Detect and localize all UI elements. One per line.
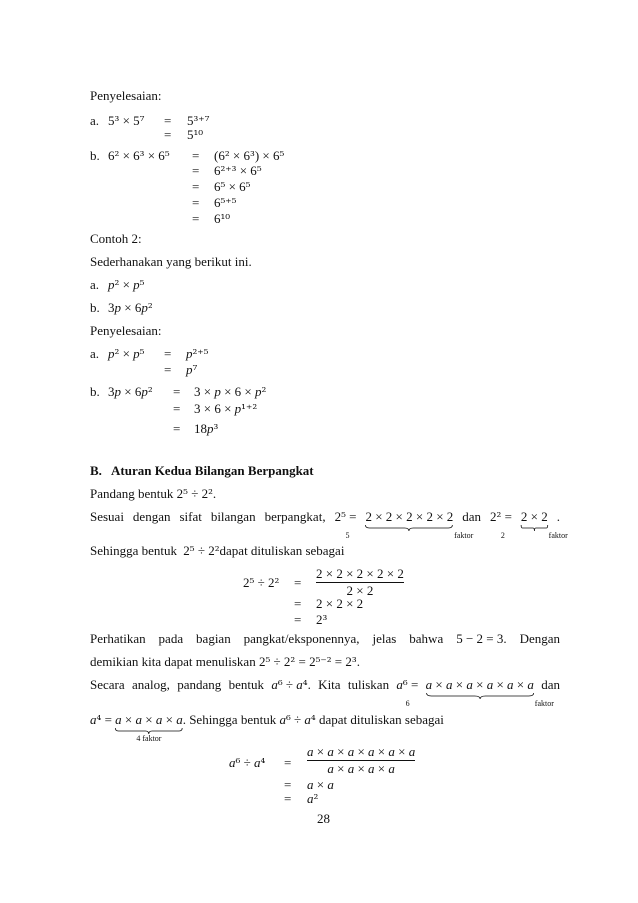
equals-sign: = bbox=[164, 346, 172, 361]
exponent: ¹⁺² bbox=[241, 402, 258, 416]
fraction-denominator: a × a × a × a bbox=[327, 761, 395, 776]
equals-sign: = bbox=[284, 777, 292, 792]
solution-2-item-b-step bbox=[0, 421, 638, 437]
example-2-item-a bbox=[0, 277, 638, 293]
exponent: ² bbox=[313, 792, 319, 806]
repeated-product: a × a × a × a bbox=[115, 712, 183, 727]
observation-line-2 bbox=[90, 654, 360, 670]
equals-sign: = bbox=[164, 113, 172, 128]
period: . bbox=[212, 486, 217, 501]
analogy-text: Secara analog, pandang bentuk bbox=[90, 677, 264, 692]
exponent: ³ bbox=[322, 613, 328, 627]
exponent: ⁵⁺⁵ bbox=[220, 196, 237, 210]
expression: 3p × 6p² bbox=[108, 300, 153, 315]
math-variable: a bbox=[296, 677, 303, 692]
solution-1-item-b bbox=[0, 148, 638, 164]
math-variable: a bbox=[307, 744, 314, 759]
exponent: ² bbox=[214, 544, 220, 558]
math-variable: a bbox=[466, 677, 473, 692]
solution-1-item-b-step bbox=[0, 179, 638, 195]
exponent: ³ bbox=[139, 149, 145, 163]
exponent-equation: 5 − 2 = 3 bbox=[456, 631, 504, 646]
math-variable: a bbox=[271, 677, 278, 692]
math-variable: p bbox=[114, 300, 121, 315]
exponent: ⁷ bbox=[192, 363, 198, 377]
exponent: ⁴ bbox=[96, 713, 102, 727]
equals-sign: = bbox=[284, 755, 292, 770]
expression-lhs: a⁶ ÷ a⁴ bbox=[229, 755, 266, 770]
math-variable: a bbox=[347, 744, 355, 759]
solution-2-item-b bbox=[0, 384, 638, 400]
exponent: ² bbox=[274, 576, 280, 590]
observation-text: demikian kita dapat menuliskan bbox=[90, 654, 256, 669]
exponent: ⁵ bbox=[164, 149, 170, 163]
exponent: ⁶ bbox=[235, 756, 241, 770]
solution-2-heading: Penyelesaian: bbox=[90, 323, 162, 338]
math-variable: p bbox=[214, 384, 221, 399]
item-label: a. bbox=[90, 277, 100, 292]
section-b-heading bbox=[0, 463, 638, 479]
fraction-numerator: 2 × 2 × 2 × 2 × 2 bbox=[316, 566, 404, 581]
fraction bbox=[312, 566, 408, 599]
math-variable: a bbox=[135, 712, 142, 727]
math-variable: a bbox=[304, 712, 311, 727]
item-label: a. bbox=[90, 113, 100, 128]
math-variable: a bbox=[388, 744, 395, 759]
expression-rhs: 3 × p × 6 × p² bbox=[194, 384, 267, 399]
intro-line bbox=[90, 486, 216, 502]
page-number: 28 bbox=[317, 811, 330, 826]
expression-rhs: 2 × 2 × 2 bbox=[316, 596, 364, 611]
math-variable: a bbox=[446, 677, 453, 692]
expression-rhs: 5¹⁰ bbox=[187, 127, 204, 142]
exponent: ⁵ bbox=[139, 278, 145, 292]
math-variable: p bbox=[234, 401, 242, 416]
exponent: ² bbox=[224, 149, 230, 163]
exponent: ² bbox=[261, 385, 267, 399]
expression-lhs: p² × p⁵ bbox=[108, 346, 145, 361]
math-variable: p bbox=[186, 346, 193, 361]
math-variable: p bbox=[207, 421, 214, 436]
math-variable: a bbox=[115, 712, 122, 727]
analogy-rest: dapat dituliskan sebagai bbox=[318, 712, 444, 727]
factor-count-label: 6 faktor bbox=[405, 699, 554, 708]
property-line bbox=[90, 509, 568, 540]
expression: p² × p⁵ bbox=[108, 277, 145, 292]
math-variable: a bbox=[90, 712, 97, 727]
solution-1-item-b-step bbox=[0, 163, 638, 179]
power-expression: a⁶ = bbox=[396, 677, 419, 692]
exponent: ⁵ bbox=[220, 180, 226, 194]
derivation-2-step bbox=[0, 791, 638, 807]
quotient-rule-equation: 2⁵ ÷ 2² = 2⁵⁻² = 2³ bbox=[258, 654, 357, 669]
exponent: ⁵ bbox=[341, 510, 346, 524]
equals-sign: = bbox=[173, 384, 181, 399]
exponent: ⁵ bbox=[139, 347, 145, 361]
item-label: b. bbox=[90, 148, 100, 163]
exponent: ³ bbox=[351, 655, 357, 669]
solution-1-item-b-step bbox=[0, 211, 638, 227]
equals-sign: = bbox=[164, 127, 172, 142]
exponent: ⁵ bbox=[245, 180, 251, 194]
analogy-line-2 bbox=[90, 712, 444, 743]
intro-text: Pandang bentuk bbox=[90, 486, 174, 501]
exponent: ⁴ bbox=[260, 756, 266, 770]
item-label: b. bbox=[90, 384, 100, 399]
exponent: ⁵ bbox=[189, 544, 195, 558]
fraction bbox=[303, 744, 419, 777]
conjunction-text: dan bbox=[541, 677, 561, 692]
math-variable: p bbox=[255, 384, 262, 399]
math-variable: a bbox=[425, 677, 433, 692]
exponent: ⁴ bbox=[310, 713, 316, 727]
exponent: ³ bbox=[114, 114, 120, 128]
math-variable: a bbox=[388, 761, 395, 776]
factor-count-label: 2 faktor bbox=[500, 531, 568, 540]
power-expression: 2² = bbox=[490, 509, 512, 524]
section-title: Aturan Kedua Bilangan Berpangkat bbox=[111, 463, 314, 478]
math-variable: a bbox=[253, 755, 261, 770]
equals-sign: = bbox=[192, 163, 200, 178]
math-variable: p bbox=[108, 277, 115, 292]
quotient-expression: a⁶ ÷ a⁴ bbox=[279, 712, 316, 727]
exponent: ¹⁰ bbox=[193, 128, 204, 142]
math-variable: p bbox=[108, 346, 115, 361]
exponent: ³ bbox=[250, 149, 255, 163]
expression-lhs: 3p × 6p² bbox=[108, 384, 153, 399]
expression-rhs: 6²⁺³ × 6⁵ bbox=[214, 163, 262, 178]
math-variable: p bbox=[133, 277, 140, 292]
example-2-instruction: Sederhanakan yang berikut ini. bbox=[90, 254, 252, 269]
quotient-expression: 2⁵ ÷ 2² bbox=[176, 486, 213, 501]
math-variable: p bbox=[133, 346, 140, 361]
observation-text: Perhatikan pada bagian pangkat/eksponennya, jelas bahwa bbox=[90, 631, 444, 646]
conjunction-text: dan bbox=[462, 509, 482, 524]
exponent: ⁶ bbox=[285, 713, 291, 727]
repeated-product: 2 × 2 × 2 × 2 × 2 bbox=[365, 509, 454, 524]
exponent: ² bbox=[114, 278, 120, 292]
exponent: ³ bbox=[213, 422, 219, 436]
derivation-1-step bbox=[0, 612, 638, 628]
exponent: ²⁺³ bbox=[220, 164, 237, 178]
solution-2-item-a-step bbox=[0, 362, 638, 378]
quotient-expression: 2⁵ ÷ 2² bbox=[183, 543, 220, 558]
quotient-expression: a⁶ ÷ a⁴ bbox=[271, 677, 308, 692]
expression-rhs bbox=[307, 791, 318, 807]
exponent: ² bbox=[114, 347, 120, 361]
math-variable: p bbox=[141, 300, 148, 315]
equals-sign: = bbox=[192, 195, 200, 210]
math-variable: a bbox=[527, 677, 534, 692]
solution-2-item-a bbox=[0, 346, 638, 362]
equals-sign: = bbox=[294, 612, 302, 627]
math-variable: a bbox=[368, 761, 375, 776]
expression-rhs: 3 × 6 × p¹⁺² bbox=[194, 401, 258, 416]
equals-sign: = bbox=[284, 791, 292, 806]
solution-2-item-b-step bbox=[0, 401, 638, 417]
observation-rest: . Dengan bbox=[503, 631, 560, 646]
math-variable: a bbox=[368, 744, 375, 759]
math-variable: a bbox=[396, 677, 403, 692]
expression-lhs: 2⁵ ÷ 2² bbox=[243, 575, 280, 590]
power-expression: 2⁵ = bbox=[334, 509, 357, 524]
exponent: ⁵ bbox=[279, 149, 285, 163]
equals-sign: = bbox=[294, 596, 302, 611]
exponent: ⁴ bbox=[302, 678, 308, 692]
factor-count-label: 5 faktor bbox=[345, 531, 474, 540]
exponent: ² bbox=[114, 149, 120, 163]
math-variable: a bbox=[307, 791, 314, 806]
equals-sign: = bbox=[164, 362, 172, 377]
expression-rhs: (6² × 6³) × 6⁵ bbox=[214, 148, 285, 163]
exponent: ⁶ bbox=[402, 678, 408, 692]
section-number: B. bbox=[90, 463, 102, 478]
expression-rhs: a × a bbox=[307, 777, 334, 792]
underbrace-group bbox=[500, 509, 568, 540]
math-variable: a bbox=[279, 712, 286, 727]
exponent: ⁵ bbox=[256, 164, 262, 178]
math-variable: a bbox=[229, 755, 236, 770]
exponent: ⁵ bbox=[249, 576, 255, 590]
math-variable: p bbox=[186, 362, 193, 377]
equals-sign: = bbox=[192, 148, 200, 163]
item-label: b. bbox=[90, 300, 100, 315]
lead-in-rest: dapat dituliskan sebagai bbox=[219, 543, 345, 558]
equals-sign: = bbox=[173, 421, 181, 436]
solution-1-item-a-step bbox=[0, 127, 638, 143]
power-expression: a⁴ = bbox=[90, 712, 112, 727]
expression-rhs: 6⁵ × 6⁵ bbox=[214, 179, 251, 194]
math-variable: a bbox=[176, 712, 183, 727]
exponent: ⁷ bbox=[139, 114, 145, 128]
expression-lhs: 6² × 6³ × 6⁵ bbox=[108, 148, 170, 163]
analogy-text: . Sehingga bentuk bbox=[182, 712, 277, 727]
math-variable: a bbox=[486, 677, 494, 692]
solution-1-heading: Penyelesaian: bbox=[90, 88, 162, 103]
math-variable: p bbox=[141, 384, 148, 399]
exponent: ⁶ bbox=[277, 678, 283, 692]
exponent: ⁵ bbox=[265, 655, 271, 669]
fraction-numerator: a × a × a × a × a × a bbox=[307, 744, 416, 759]
math-variable: a bbox=[307, 777, 314, 792]
exponent: ³⁺⁷ bbox=[193, 114, 210, 128]
math-variable: a bbox=[327, 744, 334, 759]
exponent: ² bbox=[290, 655, 296, 669]
math-variable: p bbox=[114, 384, 121, 399]
math-variable: a bbox=[408, 744, 416, 759]
example-2-item-b bbox=[0, 300, 638, 316]
observation-line-1 bbox=[90, 631, 560, 647]
period: . bbox=[356, 654, 360, 669]
solution-1-item-b-step bbox=[0, 195, 638, 211]
equals-sign: = bbox=[192, 179, 200, 194]
exponent: ² bbox=[147, 385, 153, 399]
exponent: ⁵⁻² bbox=[315, 655, 332, 669]
exponent: ² bbox=[208, 487, 213, 501]
underbrace-group bbox=[115, 712, 183, 743]
analogy-line-1 bbox=[90, 677, 561, 708]
exponent: ²⁺⁵ bbox=[192, 347, 209, 361]
expression-rhs: 18p³ bbox=[194, 421, 219, 436]
exponent: ¹⁰ bbox=[220, 212, 231, 226]
exponent: ² bbox=[496, 510, 502, 524]
equals-sign: = bbox=[173, 401, 181, 416]
lead-in-line bbox=[90, 543, 344, 559]
item-label: a. bbox=[90, 346, 100, 361]
exponent: ² bbox=[147, 301, 153, 315]
expression-rhs: 6¹⁰ bbox=[214, 211, 231, 226]
math-variable: a bbox=[327, 777, 334, 792]
expression-rhs bbox=[186, 362, 197, 378]
math-variable: a bbox=[347, 761, 355, 776]
repeated-product: a × a × a × a × a × a bbox=[425, 677, 534, 692]
math-variable: a bbox=[155, 712, 163, 727]
factor-count-label: 4 faktor bbox=[136, 734, 162, 743]
expression-rhs: 6⁵⁺⁵ bbox=[214, 195, 237, 210]
math-variable: a bbox=[327, 761, 334, 776]
math-variable: a bbox=[507, 677, 514, 692]
expression-rhs: 2³ bbox=[316, 612, 328, 627]
period: . bbox=[556, 509, 560, 524]
repeated-product: 2 × 2 bbox=[520, 509, 548, 524]
expression-lhs: 5³ × 5⁷ bbox=[108, 113, 145, 128]
exponent: ⁵ bbox=[183, 487, 188, 501]
equals-sign: = bbox=[294, 575, 302, 590]
expression-rhs bbox=[186, 346, 208, 362]
example-2-heading: Contoh 2: bbox=[90, 231, 142, 246]
analogy-text-2: . Kita tuliskan bbox=[307, 677, 390, 692]
lead-in-text: Sehingga bentuk bbox=[90, 543, 178, 558]
property-text: Sesuai dengan sifat bilangan berpangkat, bbox=[90, 509, 326, 524]
equals-sign: = bbox=[192, 211, 200, 226]
fraction-denominator: 2 × 2 bbox=[346, 583, 374, 598]
derivation-1-step bbox=[0, 596, 638, 612]
expression-rhs: 5³⁺⁷ bbox=[187, 113, 210, 128]
